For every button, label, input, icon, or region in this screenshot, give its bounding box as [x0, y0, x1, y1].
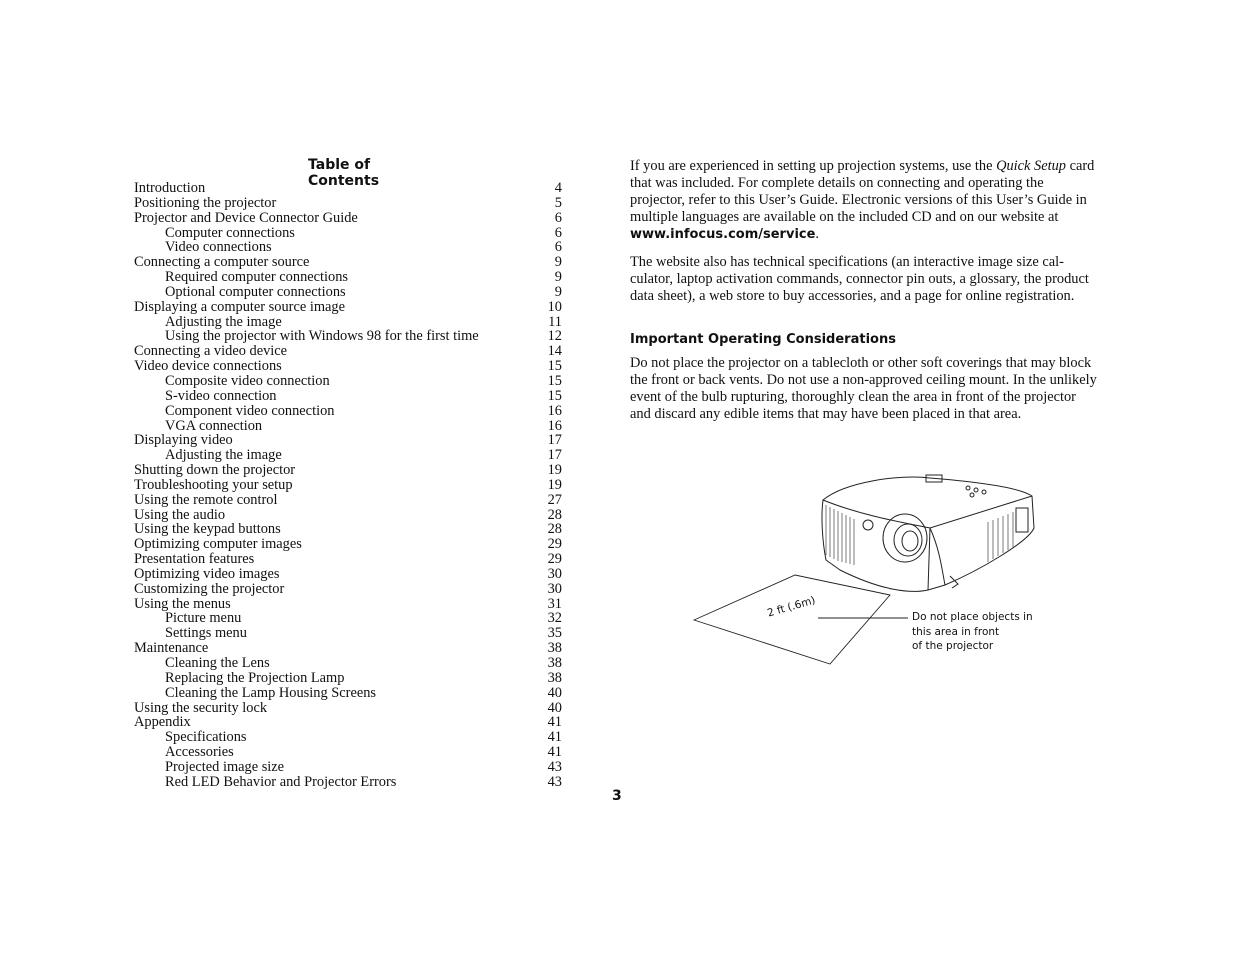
toc-entry-page: 43 [547, 758, 562, 775]
intro-text-middle: card that was included. For complete details on connecting and operating the projector, refer to this User’s Guide. Electronic versions of this User’s Guide in multiple languages are available on the included CD and on our website at [630, 158, 1095, 225]
toc-entry-page: 28 [547, 521, 562, 538]
toc-entry-page: 41 [547, 714, 562, 731]
toc-entry-page: 9 [554, 254, 562, 271]
toc-entry[interactable] [134, 478, 566, 493]
toc-entry-label: Adjusting the image [165, 447, 282, 464]
considerations-paragraph: Do not place the projector on a tablecloth or other soft coverings that may block the front or back vents. Do not use a non-approved ceiling mount. In the unlikely event of the bulb rupturing, thoroughly clean the area in front of the projector and discard any edible items that may have been placed in that area. [630, 355, 1097, 422]
toc-entry[interactable] [134, 255, 566, 270]
toc-entry-label: Shutting down the projector [134, 462, 296, 479]
toc-entry[interactable] [134, 611, 566, 626]
callout-line: of the projector [912, 640, 994, 652]
toc-entry[interactable] [134, 315, 566, 330]
toc-entry[interactable] [134, 582, 566, 597]
toc-entry-page: 16 [547, 402, 562, 419]
toc-entry-page: 6 [554, 239, 562, 256]
toc-entry[interactable] [134, 344, 566, 359]
toc-entry[interactable] [134, 508, 566, 523]
toc-entry[interactable] [134, 226, 566, 241]
projector-body [822, 475, 1034, 591]
toc-entry[interactable] [134, 419, 566, 434]
toc-entry-page: 6 [554, 224, 562, 241]
toc-entry[interactable] [134, 300, 566, 315]
toc-entry-page: 30 [547, 580, 562, 597]
toc-entry-page: 30 [547, 565, 562, 582]
toc-entry-label: Appendix [134, 714, 191, 731]
toc-entry-page: 38 [547, 669, 562, 686]
toc-entry[interactable] [134, 671, 566, 686]
clearance-callout [912, 610, 1052, 654]
toc-title: Table of Contents [308, 157, 380, 189]
toc-entry[interactable] [134, 211, 566, 226]
toc-entry-label: Projector and Device Connector Guide [134, 209, 358, 226]
toc-entry-page: 43 [547, 773, 562, 790]
toc-entry-page: 10 [547, 298, 562, 315]
toc-entry-page: 11 [548, 313, 562, 330]
toc-entry-label: Red LED Behavior and Projector Errors [165, 773, 397, 790]
toc-entry-label: Specifications [165, 729, 247, 746]
toc-entry[interactable] [134, 329, 566, 344]
toc-entry-page: 31 [547, 595, 562, 612]
toc-entry[interactable] [134, 374, 566, 389]
toc-entry[interactable] [134, 626, 566, 641]
toc-entry-label: Picture menu [165, 610, 242, 627]
toc-entry-label: Adjusting the image [165, 313, 282, 330]
toc-entry[interactable] [134, 701, 566, 716]
website-paragraph: The website also has technical specifications (an interactive image size cal-culator, laptop activation commands, connector pin outs, a glossary, the product data sheet), a web store to buy accessories, and a page for online registration. [630, 254, 1089, 304]
toc-entry-page: 29 [547, 551, 562, 568]
toc-entry[interactable] [134, 359, 566, 374]
toc-entry-label: Using the audio [134, 506, 226, 523]
toc-entry[interactable] [134, 196, 566, 211]
toc-entry-label: VGA connection [165, 417, 263, 434]
toc-entry-label: Optimizing computer images [134, 536, 302, 553]
toc-entry-page: 27 [547, 491, 562, 508]
toc-entry-page: 17 [547, 447, 562, 464]
toc-entry-label: Replacing the Projection Lamp [165, 669, 345, 686]
projector-clearance-figure [690, 470, 1050, 670]
toc-entry[interactable] [134, 285, 566, 300]
toc-entry-page: 12 [547, 328, 562, 345]
toc-entry[interactable] [134, 656, 566, 671]
toc-entry-page: 16 [547, 417, 562, 434]
intro-text-after: . [815, 226, 820, 242]
quick-setup-term: Quick Setup [996, 158, 1066, 174]
toc-entry-label: Connecting a computer source [134, 254, 310, 271]
intro-text-before: If you are experienced in setting up projection systems, use the [630, 158, 997, 174]
toc-entry[interactable] [134, 745, 566, 760]
website-link[interactable]: www.infocus.com/service [630, 227, 816, 242]
toc-entry-page: 15 [547, 358, 562, 375]
toc-entry[interactable] [134, 730, 566, 745]
toc-entry-label: Video device connections [134, 358, 282, 375]
toc-entry[interactable] [134, 493, 566, 508]
toc-entry[interactable] [134, 389, 566, 404]
toc-entry[interactable] [134, 775, 566, 790]
toc-entry-label: Optimizing video images [134, 565, 280, 582]
toc-entry-page: 19 [547, 476, 562, 493]
toc-entry-page: 15 [547, 387, 562, 404]
toc-entry-label: Using the menus [134, 595, 231, 612]
toc-entry-page: 40 [547, 684, 562, 701]
toc-entry-page: 35 [547, 625, 562, 642]
callout-line: this area in front [912, 625, 1000, 638]
toc-entry-label: Customizing the projector [134, 580, 285, 597]
toc-entry-label: Projected image size [165, 758, 285, 775]
toc-entry-label: Positioning the projector [134, 194, 277, 211]
toc-entry-label: Computer connections [165, 224, 295, 241]
toc-entry-label: Presentation features [134, 551, 255, 568]
toc-entry-page: 14 [547, 343, 562, 360]
toc-entry[interactable] [134, 537, 566, 552]
clearance-area [694, 575, 890, 664]
toc-entry-label: Displaying video [134, 432, 233, 449]
toc-entry-page: 9 [554, 283, 562, 300]
toc-entry-label: Using the remote control [134, 491, 278, 508]
toc-entry-page: 28 [547, 506, 562, 523]
toc-entry-page: 6 [554, 209, 562, 226]
toc-entry-label: Troubleshooting your setup [134, 476, 293, 493]
toc-entry[interactable] [134, 641, 566, 656]
toc-entry[interactable] [134, 686, 566, 701]
toc-entry[interactable] [134, 715, 566, 730]
toc-entry-label: Video connections [165, 239, 272, 256]
toc-entry-page: 38 [547, 655, 562, 671]
toc-entry-label: Accessories [165, 744, 234, 761]
distance-label: 2 ft (.6m) [766, 594, 817, 620]
toc-list [134, 181, 566, 790]
toc-entry-page: 9 [554, 269, 562, 286]
callout-line: Do not place objects in [912, 611, 1033, 623]
toc-entry-page: 29 [547, 536, 562, 553]
page-number: 3 [612, 788, 622, 804]
toc-entry-page: 41 [547, 744, 562, 761]
toc-entry[interactable] [134, 181, 566, 196]
toc-entry-label: Cleaning the Lens [165, 655, 270, 671]
toc-entry[interactable] [134, 448, 566, 463]
toc-entry[interactable] [134, 552, 566, 567]
toc-entry-page: 38 [547, 640, 562, 657]
toc-entry-label: Maintenance [134, 640, 209, 657]
toc-entry-label: Displaying a computer source image [134, 298, 345, 315]
toc-entry[interactable] [134, 404, 566, 419]
toc-entry-label: Optional computer connections [165, 283, 346, 300]
toc-entry-page: 41 [547, 729, 562, 746]
toc-entry-label: Introduction [134, 180, 206, 196]
toc-entry[interactable] [134, 270, 566, 285]
toc-entry-page: 17 [547, 432, 562, 449]
toc-entry-label: Component video connection [165, 402, 335, 419]
toc-entry-label: Settings menu [165, 625, 247, 642]
toc-entry-label: Composite video connection [165, 372, 330, 389]
toc-entry[interactable] [134, 760, 566, 775]
toc-entry-label: Using the security lock [134, 699, 268, 716]
toc-entry-label: Required computer connections [165, 269, 349, 286]
toc-entry[interactable] [134, 597, 566, 612]
toc-entry-page: 32 [547, 610, 562, 627]
toc-entry-page: 19 [547, 462, 562, 479]
toc-entry-label: Connecting a video device [134, 343, 288, 360]
toc-entry-page: 15 [547, 372, 562, 389]
toc-entry[interactable] [134, 433, 566, 448]
toc-entry-label: Using the projector with Windows 98 for the first time [165, 328, 479, 345]
toc-entry-label: Cleaning the Lamp Housing Screens [165, 684, 377, 701]
toc-entry-label: Using the keypad buttons [134, 521, 281, 538]
toc-entry-page: 40 [547, 699, 562, 716]
toc-entry-page: 4 [554, 180, 562, 196]
toc-entry[interactable] [134, 240, 566, 255]
toc-entry[interactable] [134, 522, 566, 537]
considerations-heading: Important Operating Considerations [630, 332, 896, 347]
intro-paragraph [630, 158, 1098, 243]
toc-entry[interactable] [134, 463, 566, 478]
toc-entry[interactable] [134, 567, 566, 582]
toc-entry-page: 5 [554, 194, 562, 211]
toc-entry-label: S-video connection [165, 387, 277, 404]
